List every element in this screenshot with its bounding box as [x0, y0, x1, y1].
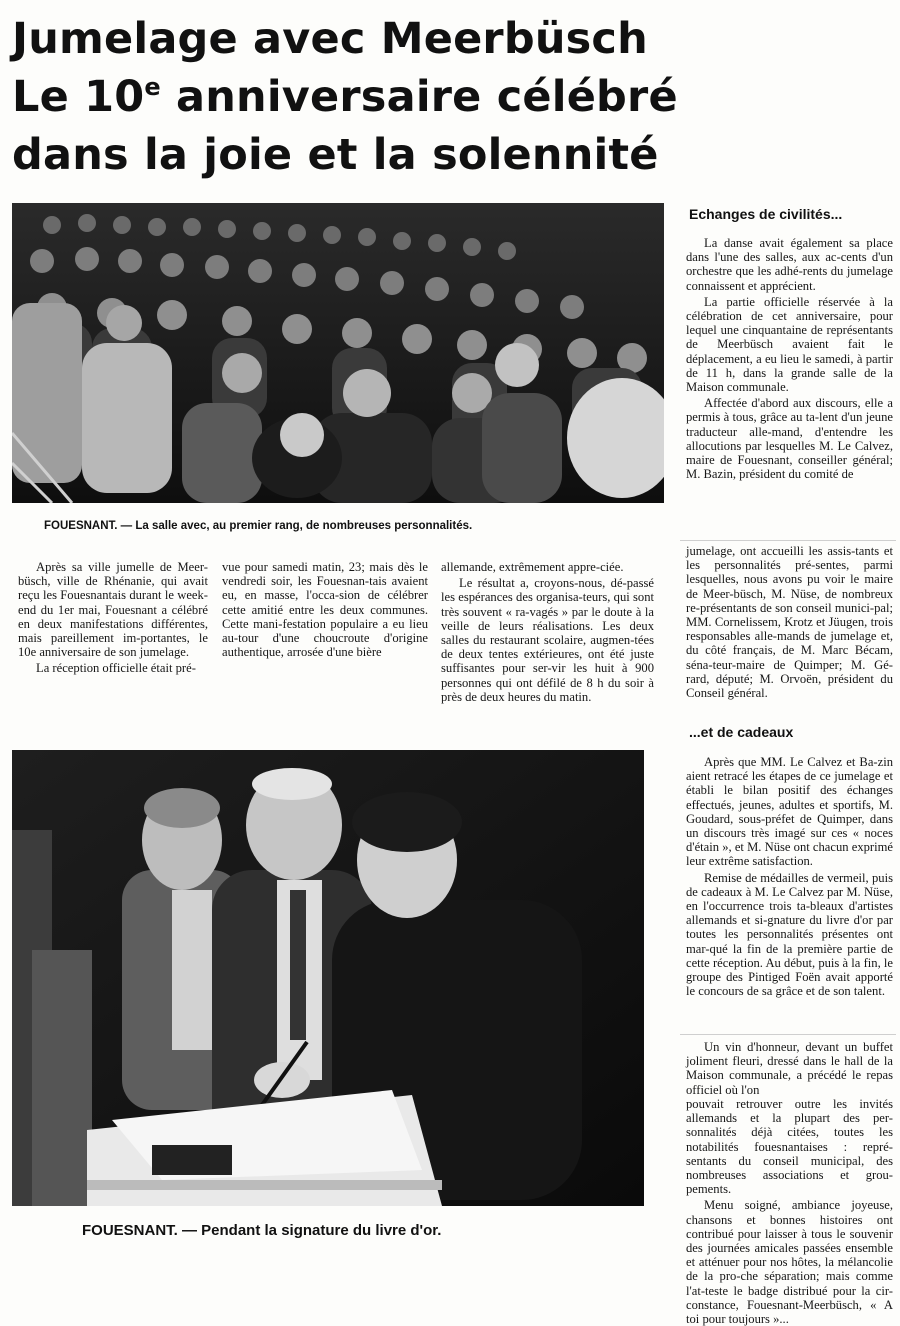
article-column-3	[441, 560, 654, 704]
headline-line-1: Jumelage avec Meerbüsch	[12, 14, 648, 64]
signing-photo	[12, 750, 644, 1206]
article-column-2	[222, 560, 428, 659]
article-col3-paragraph-1: allemande, extrêmement appre-ciée.	[441, 560, 624, 574]
sidebar-block5-paragraph-1: pouvait retrouver outre les invités allemands et la plupart des per-sonnalités déjà citées, toutes les notabilités fouesnantaises : repré-sentants du conseil municipal, des nombreuses associations et grou-pements.	[686, 1097, 893, 1197]
sidebar-block2-paragraph-1: jumelage, ont accueilli les assis-tants et les personnalités pré-sentes, parmi lesquelles, nous avons pu voir le maire de Meer-büsch, M. Nüse, de nombreux re-présentants de son conseil munici-pal; MM. Cornelissem, Krotz et Jüugen, trois responsables alle-mands de jumelage et, du côté français, de M. Marc Bécam, séna-teur-maire de Quimper; M. Gé-rard, député; M. Orvoën, président du Conseil général.	[686, 544, 893, 701]
sidebar-block5-paragraph-2: Menu soigné, ambiance joyeuse, chansons et bonnes histoires ont contribué pour laisser à tous le souvenir des journées amicales passées ensemble et atténuer pour nos hôtes, la mélancolie de la pro-che séparation; mais comme l'at-teste le badge distribué pour la cir-constance, Fouesnant-Meerbüsch, « A toi pour toujours »...	[686, 1198, 893, 1326]
sidebar-block3-paragraph-2: Remise de médailles de vermeil, puis de cadeaux à M. Le Calvez par M. Nüse, en l'occurrence trois ta-bleaux d'artistes allemands et si-gnature du livre d'or par toutes les personnalités présentes ont mar-qué la fin de la première partie de cette réception. Au début, puis à la fin, le groupe des Pintiged Foën avait apporté le concours de sa grâce et de son talent.	[686, 870, 893, 999]
sidebar-block1-paragraph-3: Affectée d'abord aux discours, elle a permis à tous, grâce au ta-lent d'un jeune traducteur alle-mand, d'entendre les allocutions par lesquelles M. Le Calvez, maire de Fouesnant, conseiller général; M. Bazin, président du comité de	[686, 396, 893, 482]
article-col1-paragraph-2: La réception officielle était pré-	[36, 661, 196, 676]
sidebar-block-1	[686, 236, 893, 481]
headline-superscript: e	[144, 73, 161, 101]
signing-photo-image	[12, 750, 644, 1206]
article-col1-paragraph-1: Après sa ville jumelle de Meer-büsch, ville de Rhénanie, qui avait reçu les Fouesnantais durant le week-end du 1er mai, Fouesnant a célébré en deux manifestations différentes, mais pareillement im-portantes, le 10e anniversaire de son jumelage.	[18, 560, 208, 660]
sidebar-divider-2	[680, 1034, 896, 1035]
sidebar-block3-paragraph-1: Après que MM. Le Calvez et Ba-zin aient retracé les étapes de ce jumelage et établi le bilan positif des échanges effectués, jeunes, adultes et sportifs, M. Goudard, sous-préfet de Quimper, dans un discours très imagé sur ces « noces d'étain », et M. Nüse ont chacun exprimé leur extrême satisfaction.	[686, 755, 893, 869]
headline-line-2-start: Le 10	[12, 72, 145, 122]
sidebar-heading-cadeaux: ...et de cadeaux	[689, 724, 794, 740]
sidebar-block4-paragraph-1: Un vin d'honneur, devant un buffet joliment fleuri, dressé dans le hall de la Maison communale, a précédé le repas officiel où l'on	[686, 1040, 893, 1097]
signing-photo-caption: FOUESNANT. — Pendant la signature du livre d'or.	[82, 1222, 442, 1239]
sidebar-block-5	[686, 1097, 893, 1326]
headline-line-2-end: anniversaire célébré	[160, 72, 678, 122]
sidebar-block-4	[686, 1040, 893, 1097]
audience-photo-image	[12, 203, 664, 503]
article-column-1	[18, 560, 208, 676]
sidebar-block-3	[686, 755, 893, 998]
audience-photo	[12, 203, 664, 503]
sidebar-block-2	[686, 544, 893, 700]
sidebar-heading-civilites: Echanges de civilités...	[689, 206, 843, 222]
headline-line-3: dans la joie et la solennité	[12, 130, 659, 180]
article-col3-paragraph-2: Le résultat a, croyons-nous, dé-passé les espérances des organisa-teurs, qui sont très souvent « ra-vagés » par le doute à la veille de leurs réalisations. Les deux salles du restaurant scolaire, augmen-tées de deux tentes extérieures, ont été juste suffisantes pour ser-vir les huit à 900 personnes qui ont défilé de 8 h du soir à près de deux heures du matin.	[441, 576, 654, 704]
sidebar-block1-paragraph-1: La danse avait également sa place dans l'une des salles, aux ac-cents d'un orchestre que les adhé-rents du jumelage connaissent et apprécient.	[686, 236, 893, 293]
headline	[12, 10, 724, 184]
article-col2-paragraph-1: vue pour samedi matin, 23; mais dès le vendredi soir, les Fouesnan-tais avaient eu, en masse, l'occa-sion de célébrer cette amitié entre les deux communes. Cette mani-festation populaire a eu lieu au-tour d'une choucroute d'origine authentique, arrosée d'une bière	[222, 560, 428, 660]
audience-photo-caption: FOUESNANT. — La salle avec, au premier rang, de nombreuses personnalités.	[44, 520, 473, 532]
headline-line-2	[12, 68, 724, 126]
sidebar-divider-1	[680, 540, 896, 541]
sidebar-block1-paragraph-2: La partie officielle réservée à la célébration de cet anniversaire, pour lequel une cinquantaine de représentants de Meerbüsch avaient fait le déplacement, a eu lieu le samedi, à partir de 11 h, dans la grande salle de la Maison communale.	[686, 294, 893, 395]
